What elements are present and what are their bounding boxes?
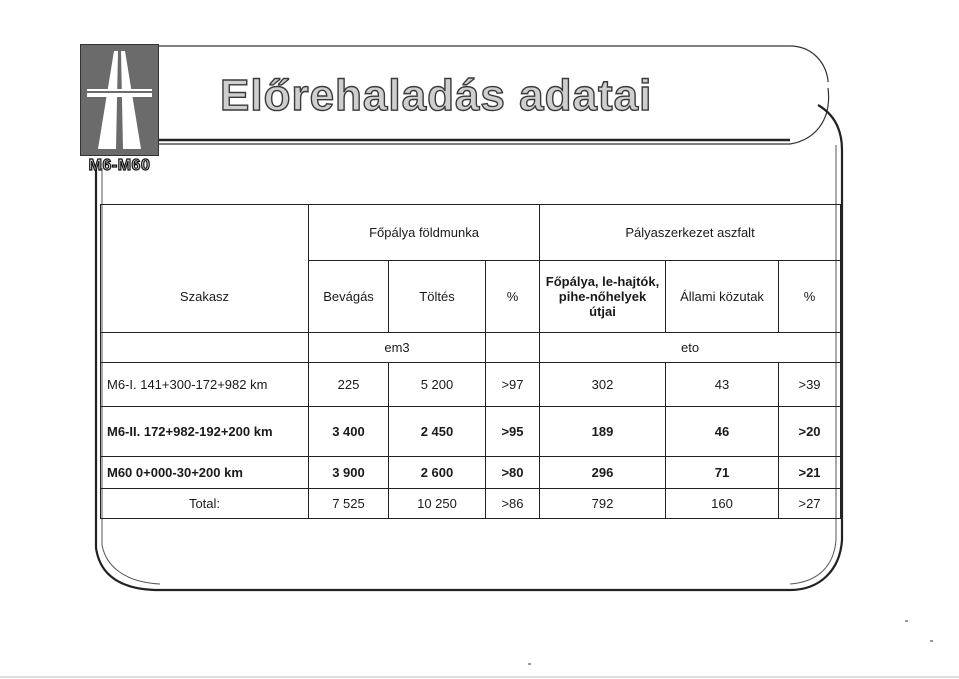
asphalt-pct-cell: >27 xyxy=(779,489,841,519)
cut-cell: 225 xyxy=(309,363,389,407)
earthwork-unit: em3 xyxy=(309,333,486,363)
fill-cell: 10 250 xyxy=(389,489,486,519)
asphalt-pct-cell: >39 xyxy=(779,363,841,407)
state-roads-cell: 46 xyxy=(666,407,779,457)
table-row xyxy=(101,407,841,457)
state-roads-cell: 43 xyxy=(666,363,779,407)
column-header-row xyxy=(101,261,841,333)
unit-row xyxy=(101,333,841,363)
col-header-mainroad: Főpálya, le-hajtók, pihe-nőhelyek útjai xyxy=(540,261,666,333)
progress-table xyxy=(100,204,841,519)
scan-speck xyxy=(930,640,933,642)
col-header-earth-pct: % xyxy=(486,261,540,333)
mainroad-cell: 296 xyxy=(540,457,666,489)
earth-pct-cell: >80 xyxy=(486,457,540,489)
mainroad-cell: 189 xyxy=(540,407,666,457)
slide-title: Előrehaladás adatai xyxy=(220,71,653,120)
col-header-section: Szakasz xyxy=(101,261,309,333)
total-row xyxy=(101,489,841,519)
earth-pct-cell: >97 xyxy=(486,363,540,407)
logo-caption: M6-M60 xyxy=(88,157,151,174)
cut-cell: 3 900 xyxy=(309,457,389,489)
asphalt-pct-cell: >20 xyxy=(779,407,841,457)
table-row xyxy=(101,363,841,407)
cut-cell: 3 400 xyxy=(309,407,389,457)
section-cell: M6-II. 172+982-192+200 km xyxy=(101,407,309,457)
earth-pct-cell: >86 xyxy=(486,489,540,519)
asphalt-group-header: Pályaszerkezet aszfalt xyxy=(540,205,841,261)
unit-row-empty xyxy=(101,333,309,363)
col-header-state-roads: Állami közutak xyxy=(666,261,779,333)
table-row xyxy=(101,457,841,489)
col-header-cut: Bevágás xyxy=(309,261,389,333)
scan-speck xyxy=(528,663,531,665)
earthwork-group-header: Főpálya földmunka xyxy=(309,205,540,261)
scan-speck xyxy=(905,620,908,622)
empty-corner-cell xyxy=(101,205,309,261)
fill-cell: 2 450 xyxy=(389,407,486,457)
fill-cell: 2 600 xyxy=(389,457,486,489)
state-roads-cell: 160 xyxy=(666,489,779,519)
mainroad-cell: 792 xyxy=(540,489,666,519)
asphalt-pct-cell: >21 xyxy=(779,457,841,489)
motorway-road-icon xyxy=(81,45,158,155)
total-label-cell: Total: xyxy=(101,489,309,519)
earth-pct-cell: >95 xyxy=(486,407,540,457)
group-header-row xyxy=(101,205,841,261)
asphalt-unit: eto xyxy=(540,333,841,363)
section-cell: M60 0+000-30+200 km xyxy=(101,457,309,489)
unit-row-spacer xyxy=(486,333,540,363)
mainroad-cell: 302 xyxy=(540,363,666,407)
state-roads-cell: 71 xyxy=(666,457,779,489)
section-cell: M6-I. 141+300-172+982 km xyxy=(101,363,309,407)
motorway-logo xyxy=(80,44,159,156)
cut-cell: 7 525 xyxy=(309,489,389,519)
fill-cell: 5 200 xyxy=(389,363,486,407)
col-header-fill: Töltés xyxy=(389,261,486,333)
col-header-asphalt-pct: % xyxy=(779,261,841,333)
